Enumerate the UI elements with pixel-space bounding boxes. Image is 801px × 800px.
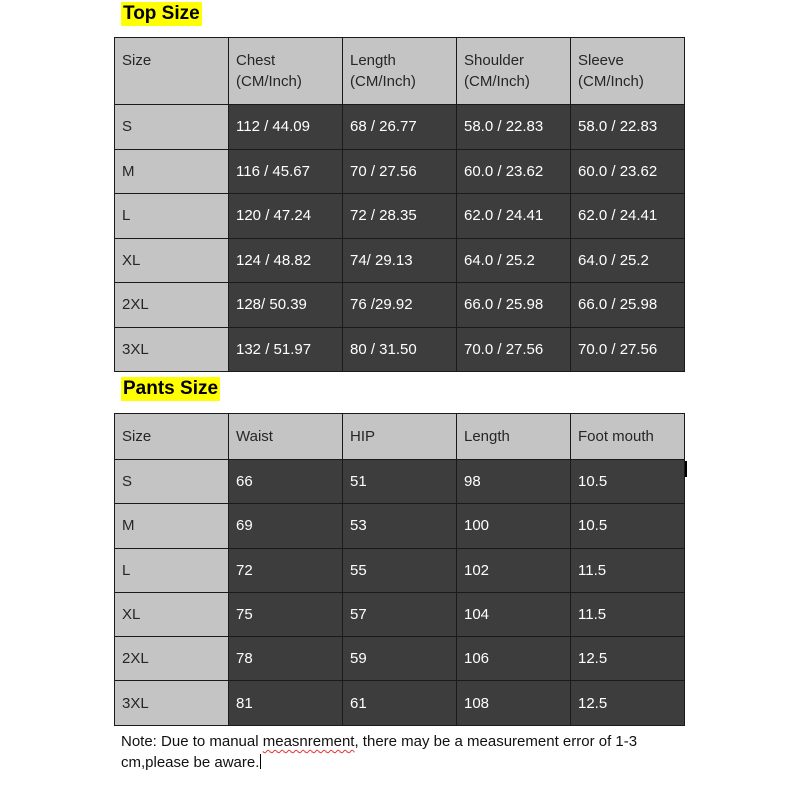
table-row [115,637,685,681]
foot-mouth-cell: 12.5 [571,681,685,725]
table-row [115,548,685,592]
size-cell: 3XL [115,681,229,725]
table-row [115,194,685,239]
foot-mouth-cell: 12.5 [571,637,685,681]
size-cell: XL [115,592,229,636]
table-row [115,327,685,372]
waist-cell: 66 [229,460,343,504]
chest-cell: 120 / 47.24 [229,194,343,239]
sleeve-cell: 60.0 / 23.62 [571,149,685,194]
size-cell: 2XL [115,637,229,681]
size-cell: L [115,548,229,592]
waist-cell: 81 [229,681,343,725]
size-cell: M [115,149,229,194]
foot-mouth-cell: 11.5 [571,592,685,636]
length-cell: 108 [457,681,571,725]
shoulder-cell: 66.0 / 25.98 [457,283,571,328]
length-cell: 100 [457,504,571,548]
shoulder-cell: 60.0 / 23.62 [457,149,571,194]
length-cell: 68 / 26.77 [343,105,457,150]
sleeve-cell: 62.0 / 24.41 [571,194,685,239]
text-cursor [685,461,687,477]
size-cell: S [115,105,229,150]
length-cell: 106 [457,637,571,681]
sleeve-cell: 66.0 / 25.98 [571,283,685,328]
note-text-start: Note: Due to manual [121,733,263,750]
note-text-line2: cm,please be aware. [121,754,260,771]
table-row [115,681,685,725]
header-waist: Waist [229,414,343,460]
waist-cell: 72 [229,548,343,592]
sleeve-cell: 64.0 / 25.2 [571,238,685,283]
header-shoulder: Shoulder (CM/Inch) [457,38,571,105]
header-sleeve: Sleeve (CM/Inch) [571,38,685,105]
text-caret [260,754,261,769]
hip-cell: 53 [343,504,457,548]
foot-mouth-cell: 10.5 [571,460,685,504]
table-row [115,105,685,150]
misspelled-word: measnrement [262,733,355,750]
table-row [115,504,685,548]
foot-mouth-cell: 11.5 [571,548,685,592]
waist-cell: 75 [229,592,343,636]
length-cell: 72 / 28.35 [343,194,457,239]
hip-cell: 51 [343,460,457,504]
size-cell: S [115,460,229,504]
hip-cell: 61 [343,681,457,725]
shoulder-cell: 62.0 / 24.41 [457,194,571,239]
table-row [115,592,685,636]
header-length: Length (CM/Inch) [343,38,457,105]
chest-cell: 128/ 50.39 [229,283,343,328]
top-size-title: Top Size [123,3,200,24]
top-size-table [114,37,685,372]
sleeve-cell: 70.0 / 27.56 [571,327,685,372]
header-chest: Chest (CM/Inch) [229,38,343,105]
hip-cell: 55 [343,548,457,592]
foot-mouth-cell: 10.5 [571,504,685,548]
size-cell: 2XL [115,283,229,328]
length-cell: 70 / 27.56 [343,149,457,194]
length-cell: 98 [457,460,571,504]
waist-cell: 78 [229,637,343,681]
hip-cell: 59 [343,637,457,681]
table-row [115,283,685,328]
length-cell: 104 [457,592,571,636]
pants-size-title: Pants Size [123,378,219,399]
table-row [115,238,685,283]
note-text-end: , there may be a measurement error of 1-3 [354,733,638,750]
length-cell: 74/ 29.13 [343,238,457,283]
header-size: Size [115,38,229,105]
length-cell: 76 /29.92 [343,283,457,328]
chest-cell: 124 / 48.82 [229,238,343,283]
sleeve-cell: 58.0 / 22.83 [571,105,685,150]
shoulder-cell: 70.0 / 27.56 [457,327,571,372]
header-hip: HIP [343,414,457,460]
header-size: Size [115,414,229,460]
size-cell: XL [115,238,229,283]
size-cell: M [115,504,229,548]
table-header-row [115,38,685,105]
size-cell: L [115,194,229,239]
table-header-row [115,414,685,460]
size-cell: 3XL [115,327,229,372]
table-row [115,460,685,504]
header-foot-mouth: Foot mouth [571,414,685,460]
length-cell: 102 [457,548,571,592]
shoulder-cell: 58.0 / 22.83 [457,105,571,150]
length-cell: 80 / 31.50 [343,327,457,372]
chest-cell: 112 / 44.09 [229,105,343,150]
measurement-note [121,731,681,773]
header-length: Length [457,414,571,460]
shoulder-cell: 64.0 / 25.2 [457,238,571,283]
pants-size-table [114,413,685,726]
chest-cell: 132 / 51.97 [229,327,343,372]
chest-cell: 116 / 45.67 [229,149,343,194]
waist-cell: 69 [229,504,343,548]
table-row [115,149,685,194]
hip-cell: 57 [343,592,457,636]
